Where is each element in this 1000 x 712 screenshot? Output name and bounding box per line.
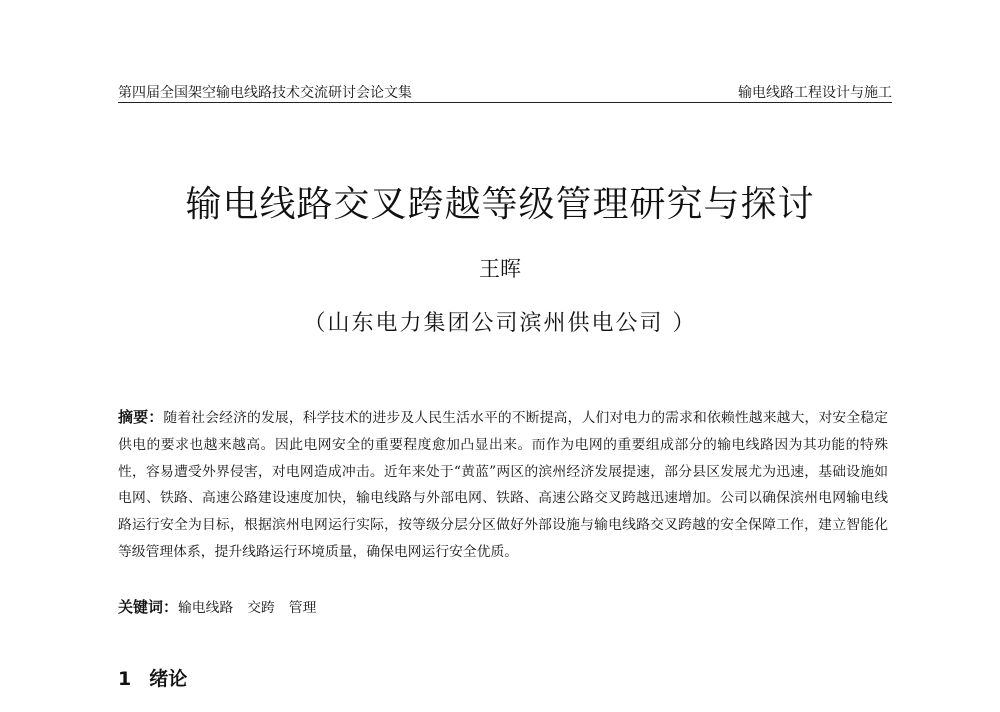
author-affiliation: （山东电力集团公司滨州供电公司 ） bbox=[303, 311, 697, 336]
running-header bbox=[118, 78, 892, 103]
section-heading bbox=[118, 664, 187, 691]
keyword: 管理 bbox=[288, 600, 317, 616]
keyword: 交跨 bbox=[247, 600, 275, 616]
author-name: 王晖 bbox=[479, 257, 521, 281]
section-number: 1 bbox=[118, 668, 132, 690]
section-title: 绪论 bbox=[149, 668, 188, 690]
paper-title: 输电线路交叉跨越等级管理研究与探讨 bbox=[185, 184, 815, 225]
abstract-label: 摘要： bbox=[118, 408, 164, 426]
abstract bbox=[118, 404, 888, 566]
keywords bbox=[118, 596, 888, 617]
keyword: 输电线路 bbox=[178, 600, 234, 616]
proceedings-title: 第四届全国架空输电线路技术交流研讨会论文集 bbox=[118, 85, 412, 101]
keywords-label: 关键词： bbox=[118, 598, 179, 616]
section-category: 输电线路工程设计与施工 bbox=[738, 85, 892, 101]
abstract-text: 随着社会经济的发展，科学技术的进步及人民生活水平的不断提高，人们对电力的需求和依赖性越来越大，对安全稳定供电的要求也越来越高。因此电网安全的重要程度愈加凸显出来。而作为电网的重要组成部分的输电线路因为其功能的特殊性，容易遭受外界侵害，对电网造成冲击。近年来处于“黄蓝”两区的滨州经济发展提速，部分县区发展尤为迅速，基础设施如电网、铁路、高速公路建设速度加快，输电线路与外部电网、铁路、高速公路交叉跨越迅速增加。公司以确保滨州电网输电线路运行安全为目标，根据滨州电网运行实际，按等级分层分区做好外部设施与输电线路交叉跨越的安全保障工作，建立智能化等级管理体系，提升线路运行环境质量，确保电网运行安全优质。 bbox=[118, 410, 888, 560]
